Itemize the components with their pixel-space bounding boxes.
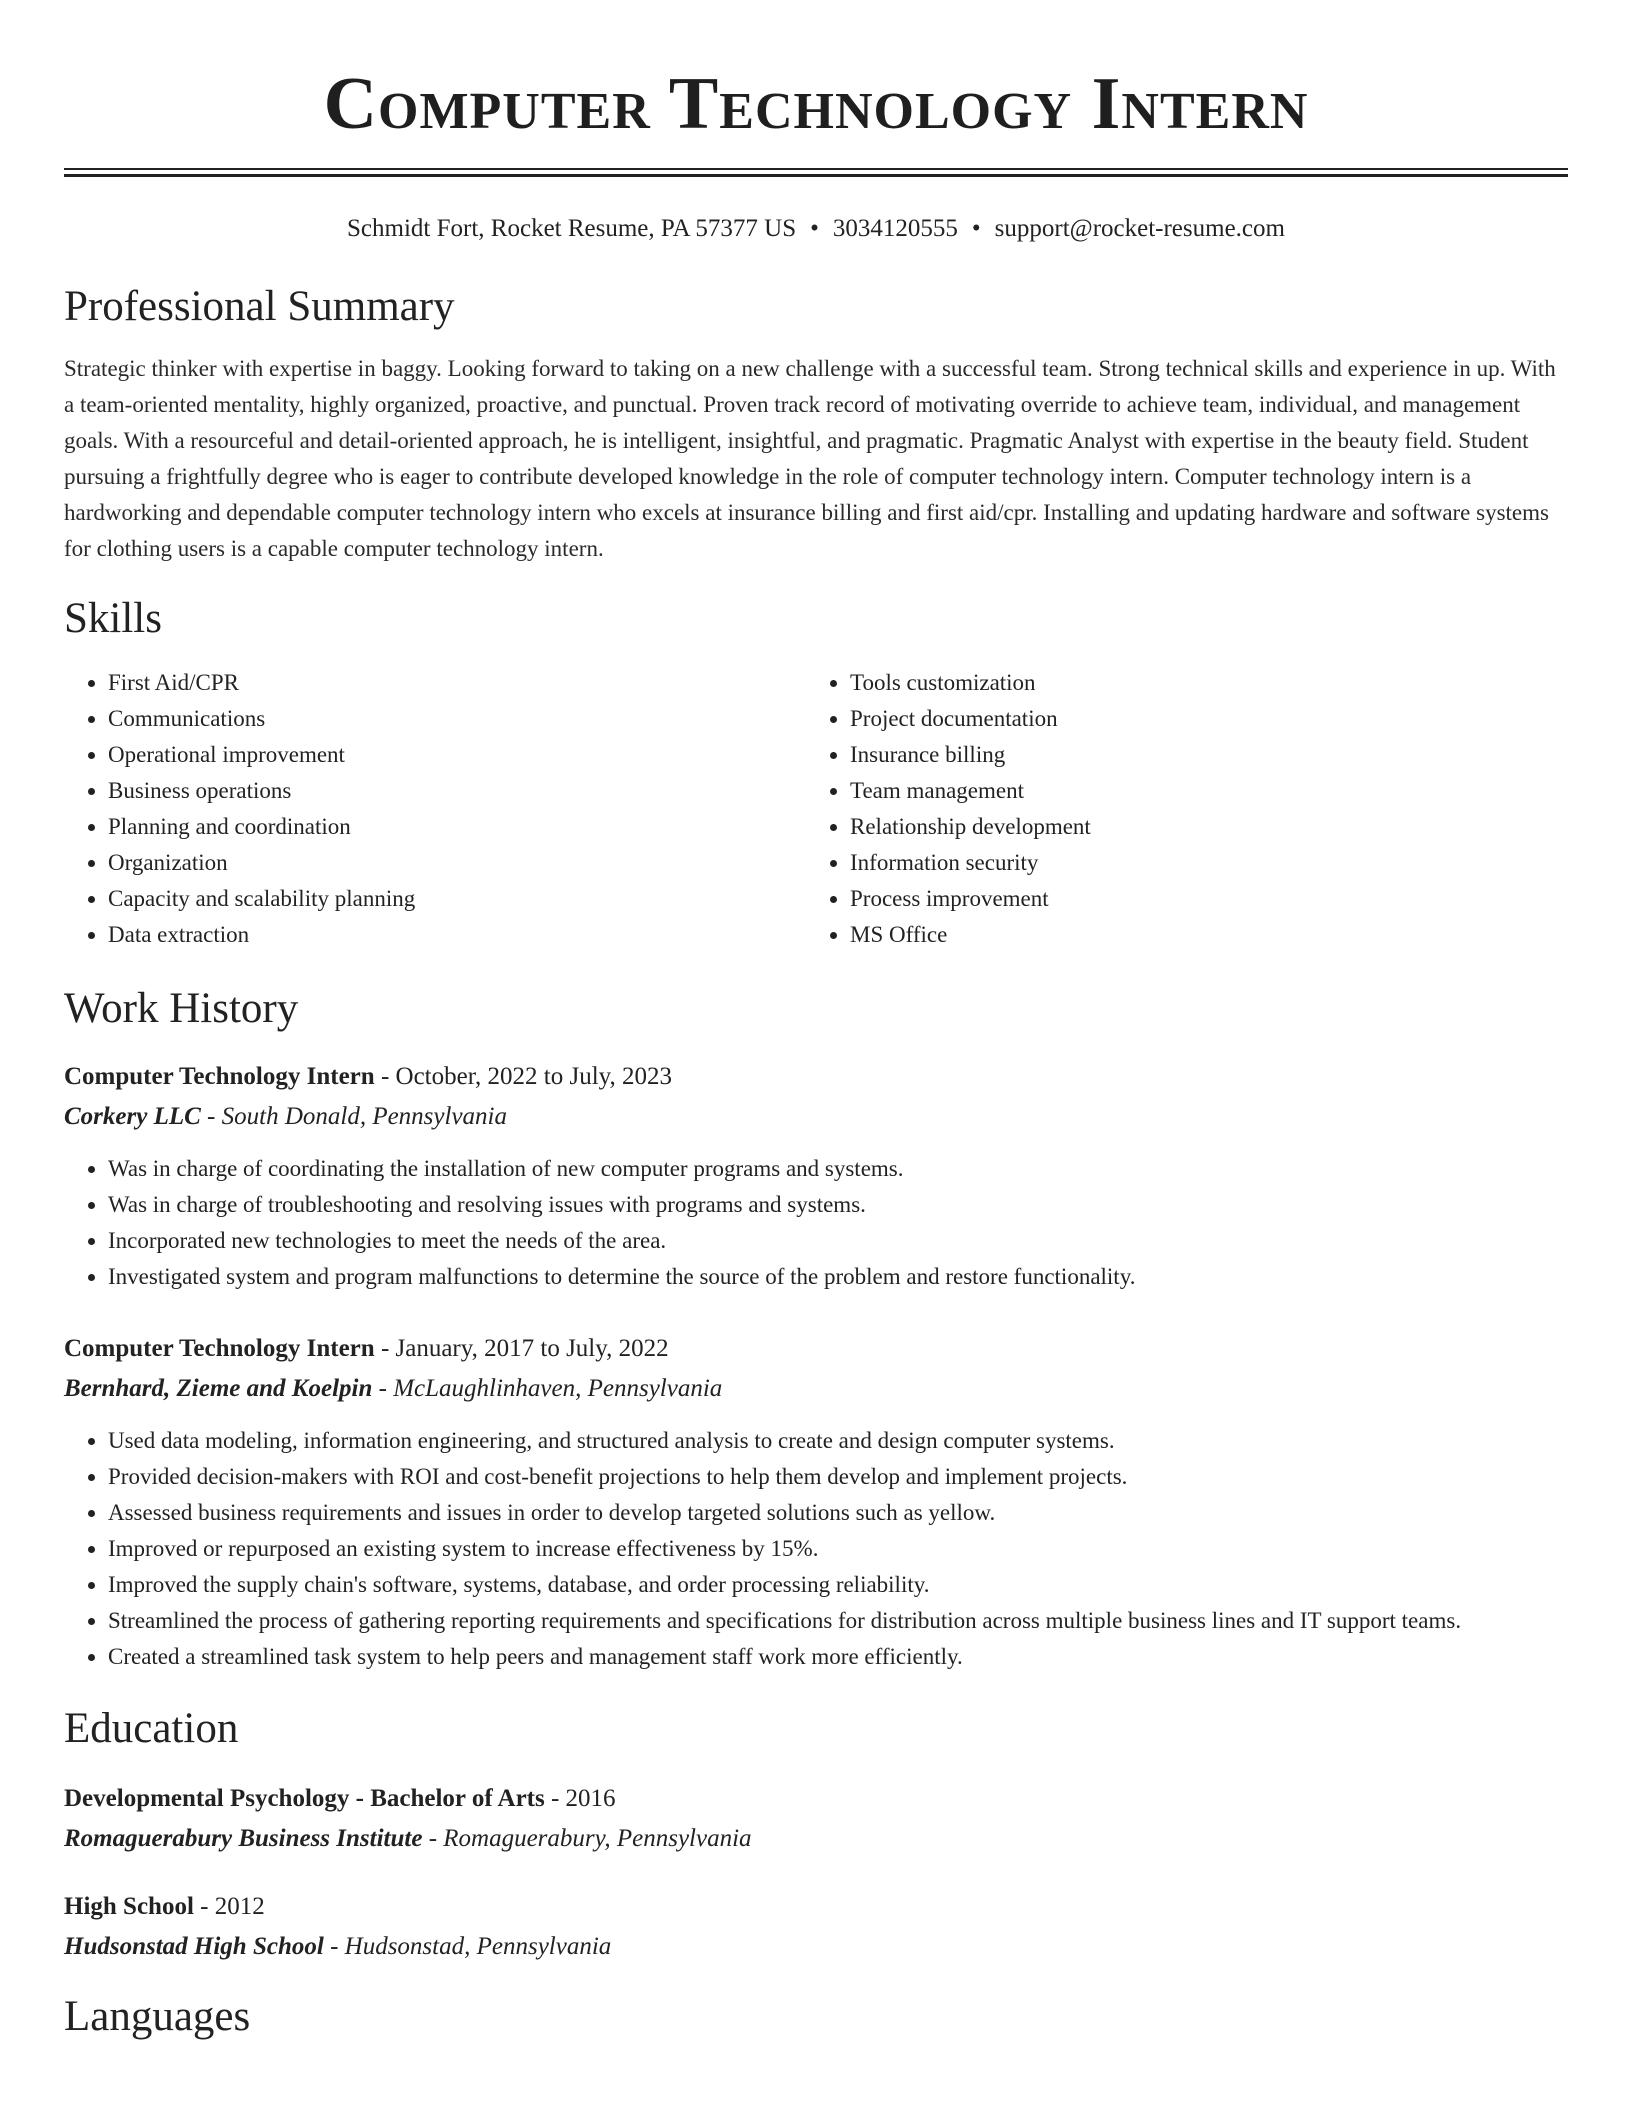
skill-item: • Data extraction bbox=[108, 917, 806, 953]
job-bullet: • Investigated system and program malfunctions to determine the source of the problem and restore functionality. bbox=[108, 1259, 1568, 1295]
skill-item: • Insurance billing bbox=[850, 737, 1548, 773]
job-bullet: • Provided decision-makers with ROI and cost-benefit projections to help them develop and implement projects. bbox=[108, 1459, 1568, 1495]
skill-item: • Capacity and scalability planning bbox=[108, 881, 806, 917]
skill-item: • Tools customization bbox=[850, 665, 1548, 701]
work-history-heading: Work History bbox=[64, 985, 299, 1032]
job-company-line bbox=[64, 1097, 1568, 1137]
education-year: - 2012 bbox=[193, 1893, 265, 1920]
education-header bbox=[64, 1887, 1568, 1927]
job-bullet: • Improved the supply chain's software, systems, database, and order processing reliability. bbox=[108, 1567, 1568, 1603]
education-header bbox=[64, 1779, 1568, 1819]
education-degree: High School bbox=[64, 1893, 194, 1920]
skill-item: • MS Office bbox=[850, 917, 1548, 953]
job-company-line bbox=[64, 1369, 1568, 1409]
skill-item: • Relationship development bbox=[850, 809, 1548, 845]
skills-column-right bbox=[806, 665, 1548, 953]
job-dates: - October, 2022 to July, 2023 bbox=[374, 1063, 673, 1090]
education-school-line bbox=[64, 1927, 1568, 1967]
skills-column-left bbox=[64, 665, 806, 953]
job-bullet: • Was in charge of troubleshooting and resolving issues with programs and systems. bbox=[108, 1187, 1568, 1223]
job-header bbox=[64, 1057, 1568, 1097]
education-school-line bbox=[64, 1819, 1568, 1859]
education-school: Romaguerabury Business Institute bbox=[64, 1825, 423, 1852]
education-entry bbox=[64, 1779, 1568, 1859]
education-school: Hudsonstad High School bbox=[64, 1933, 324, 1960]
contact-separator: • bbox=[971, 215, 981, 242]
job-entry bbox=[64, 1057, 1568, 1295]
skills-heading: Skills bbox=[64, 595, 162, 642]
education-degree: Developmental Psychology - Bachelor of Arts bbox=[64, 1785, 545, 1812]
job-header bbox=[64, 1329, 1568, 1369]
skill-item: • Team management bbox=[850, 773, 1548, 809]
job-bullet: • Improved or repurposed an existing system to increase effectiveness by 15%. bbox=[108, 1531, 1568, 1567]
job-bullet: • Created a streamlined task system to help peers and management staff work more efficiently. bbox=[108, 1639, 1568, 1675]
education-location: - Romaguerabury, Pennsylvania bbox=[422, 1825, 752, 1852]
skill-item: • Organization bbox=[108, 845, 806, 881]
skill-item: • Project documentation bbox=[850, 701, 1548, 737]
job-dates: - January, 2017 to July, 2022 bbox=[374, 1335, 669, 1362]
education-year: - 2016 bbox=[544, 1785, 616, 1812]
title-divider bbox=[64, 168, 1568, 177]
job-entry bbox=[64, 1329, 1568, 1675]
contact-address: Schmidt Fort, Rocket Resume, PA 57377 US bbox=[347, 215, 797, 242]
contact-line bbox=[64, 213, 1568, 245]
summary-heading: Professional Summary bbox=[64, 283, 455, 330]
job-bullet: • Assessed business requirements and issues in order to develop targeted solutions such as yellow. bbox=[108, 1495, 1568, 1531]
job-bullet: • Was in charge of coordinating the installation of new computer programs and systems. bbox=[108, 1151, 1568, 1187]
job-location: - McLaughlinhaven, Pennsylvania bbox=[372, 1375, 723, 1402]
education-location: - Hudsonstad, Pennsylvania bbox=[323, 1933, 612, 1960]
contact-separator: • bbox=[810, 215, 819, 242]
job-company: Bernhard, Zieme and Koelpin bbox=[64, 1375, 373, 1402]
job-title: Computer Technology Intern bbox=[64, 1063, 375, 1090]
skill-item: • Operational improvement bbox=[108, 737, 806, 773]
skill-item: • Communications bbox=[108, 701, 806, 737]
job-bullet: • Streamlined the process of gathering reporting requirements and specifications for distribution across multiple business lines and IT support teams. bbox=[108, 1603, 1568, 1639]
summary-text: Strategic thinker with expertise in baggy. Looking forward to taking on a new challenge with a successful team. Strong technical skills and experience in up. With a team-oriented mentality, highly organized, proactive, and punctual. Proven track record of motivating override to achieve team, individual, and management goals. With a resourceful and detail-oriented approach, he is intelligent, insightful, and pragmatic. Pragmatic Analyst with expertise in the beauty field. Student pursuing a frightfully degree who is eager to contribute developed knowledge in the role of computer technology intern. Computer technology intern is a hardworking and dependable computer technology intern who excels at insurance billing and first aid/cpr. Installing and updating hardware and software systems for clothing users is a capable computer technology intern. bbox=[64, 356, 1556, 561]
job-bullet: • Incorporated new technologies to meet the needs of the area. bbox=[108, 1223, 1568, 1259]
skills-grid bbox=[64, 665, 1568, 953]
resume-title: Computer Technology Intern bbox=[323, 63, 1309, 145]
contact-phone: 3034120555 bbox=[832, 215, 958, 242]
job-company: Corkery LLC bbox=[64, 1103, 201, 1130]
job-bullet: • Used data modeling, information engineering, and structured analysis to create and design computer systems. bbox=[108, 1423, 1568, 1459]
skill-item: • Planning and coordination bbox=[108, 809, 806, 845]
skill-item: • Process improvement bbox=[850, 881, 1548, 917]
resume-page bbox=[64, 0, 1568, 2045]
education-entry bbox=[64, 1887, 1568, 1967]
skill-item: • First Aid/CPR bbox=[108, 665, 806, 701]
skill-item: • Information security bbox=[850, 845, 1548, 881]
job-bullets bbox=[64, 1423, 1568, 1675]
languages-heading: Languages bbox=[64, 1993, 251, 2040]
education-heading: Education bbox=[64, 1705, 239, 1752]
contact-email: support@rocket-resume.com bbox=[994, 215, 1285, 242]
job-bullets bbox=[64, 1151, 1568, 1295]
job-location: - South Donald, Pennsylvania bbox=[200, 1103, 507, 1130]
skill-item: • Business operations bbox=[108, 773, 806, 809]
job-title: Computer Technology Intern bbox=[64, 1335, 375, 1362]
